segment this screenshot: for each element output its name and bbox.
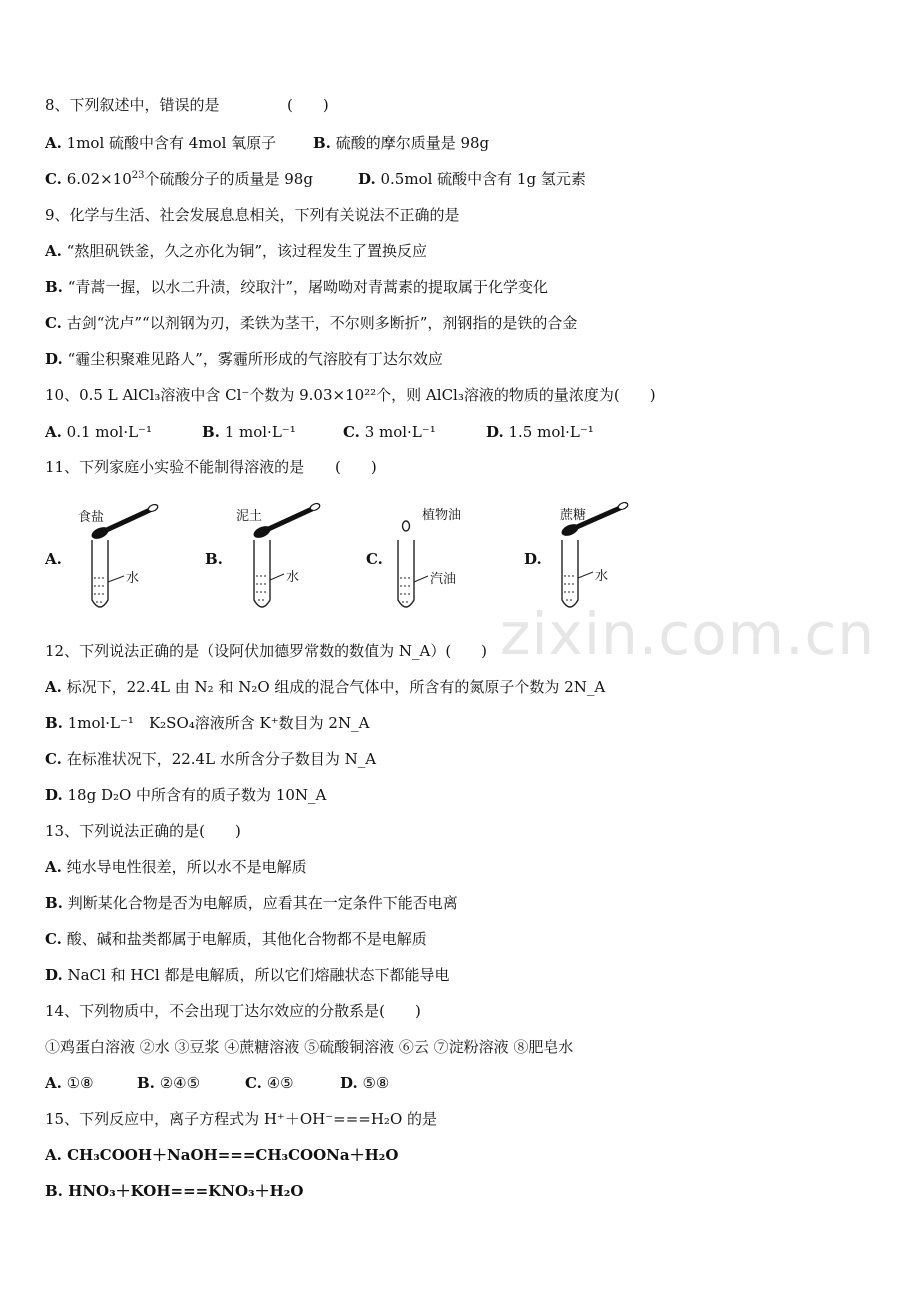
- question-15-option-b: B. HNO₃＋KOH===KNO₃＋H₂O: [45, 1182, 304, 1200]
- question-11-stem: 11、下列家庭小实验不能制得溶液的是 ( ): [45, 458, 377, 476]
- liquid-c: [400, 578, 412, 602]
- question-9-option-b: B. “青蒿一握，以水二升渍，绞取汁”，屠呦呦对青蒿素的提取属于化学变化: [45, 278, 549, 296]
- question-15-stem: 15、下列反应中，离子方程式为 H⁺＋OH⁻===H₂O 的是: [45, 1110, 438, 1128]
- question-14-items: ①鸡蛋白溶液 ②水 ③豆浆 ④蔗糖溶液 ⑤硫酸铜溶液 ⑥云 ⑦淀粉溶液 ⑧肥皂水: [45, 1038, 574, 1056]
- test-tube-d-icon: [562, 540, 578, 607]
- pointer-b: [270, 574, 284, 580]
- question-14-option-a: A. ①⑧: [45, 1074, 94, 1092]
- solvent-label-a: 水: [126, 571, 140, 586]
- question-10-option-a: A. 0.1 mol·L⁻¹: [45, 423, 152, 441]
- pointer-d: [578, 572, 593, 578]
- question-8-stem: 8、下列叙述中，错误的是 ( ): [45, 96, 329, 114]
- watermark: zixin.com.cn: [500, 600, 876, 668]
- question-10-option-c: C. 3 mol·L⁻¹: [343, 423, 436, 441]
- test-tube-a-icon: [92, 540, 108, 607]
- figure-label-b: B.: [205, 550, 223, 568]
- solvent-label-b: 水: [286, 570, 300, 585]
- question-14-stem: 14、下列物质中，不会出现丁达尔效应的分散系是( ): [45, 1002, 421, 1020]
- pointer-c: [414, 576, 428, 582]
- question-8-option-a: A. 1mol 硫酸中含有 4mol 氧原子: [45, 134, 277, 152]
- question-12-option-a: A. 标况下，22.4L 由 N₂ 和 N₂O 组成的混合气体中，所含有的氮原子个数为 2N_A: [45, 678, 606, 696]
- pointer-a: [108, 576, 124, 582]
- figure-label-a: A.: [45, 550, 62, 568]
- question-12-option-d: D. 18g D₂O 中所含有的质子数为 10N_A: [45, 786, 327, 804]
- question-8-option-c: C. $6.02\times 10^{23}$个硫酸分子的质量是 98g: [45, 170, 313, 188]
- solute-label-c: 植物油: [422, 508, 462, 523]
- solvent-label-c: 汽油: [430, 572, 457, 587]
- question-10-stem: 10、0.5 L AlCl₃溶液中含 Cl⁻个数为 9.03×10²²个，则 AlCl₃溶液的物质的量浓度为( ): [45, 386, 656, 404]
- liquid-a: [94, 578, 106, 602]
- question-8-option-b: B. 硫酸的摩尔质量是 98g: [313, 134, 490, 152]
- question-12-option-b: B. 1mol·L⁻¹ K₂SO₄溶液所含 K⁺数目为 2N_A: [45, 714, 370, 732]
- question-9-option-a: A. “熬胆矾铁釜，久之亦化为铜”，该过程发生了置换反应: [45, 242, 427, 260]
- question-9-option-d: D. “霾尘积聚难见路人”，雾霾所形成的气溶胶有丁达尔效应: [45, 350, 443, 368]
- test-tube-c-icon: [398, 540, 414, 607]
- question-13-option-b: B. 判断某化合物是否为电解质，应看其在一定条件下能否电离: [45, 894, 458, 912]
- liquid-d: [564, 576, 576, 600]
- question-12-stem: 12、下列说法正确的是（设阿伏加德罗常数的数值为 N_A）( ): [45, 642, 488, 660]
- solute-label-d: 蔗糖: [560, 508, 587, 523]
- question-12-option-c: C. 在标准状况下，22.4L 水所含分子数目为 N_A: [45, 750, 377, 768]
- question-13-stem: 13、下列说法正确的是( ): [45, 822, 241, 840]
- liquid-b: [256, 576, 268, 600]
- question-14-option-c: C. ④⑤: [245, 1074, 294, 1092]
- question-14-option-b: B. ②④⑤: [137, 1074, 201, 1092]
- question-8-option-d: D. 0.5mol 硫酸中含有 1g 氢元素: [358, 170, 586, 188]
- solute-label-b: 泥土: [236, 509, 263, 524]
- question-13-option-c: C. 酸、碱和盐类都属于电解质，其他化合物都不是电解质: [45, 930, 427, 948]
- solute-label-a: 食盐: [78, 510, 105, 525]
- question-13-option-a: A. 纯水导电性很差，所以水不是电解质: [45, 858, 307, 876]
- test-tube-b-icon: [254, 540, 270, 607]
- question-13-option-d: D. NaCl 和 HCl 都是电解质，所以它们熔融状态下都能导电: [45, 966, 450, 984]
- question-9-stem: 9、化学与生活、社会发展息息相关，下列有关说法不正确的是: [45, 206, 460, 224]
- question-15-option-a: A. CH₃COOH＋NaOH===CH₃COONa＋H₂O: [45, 1146, 399, 1164]
- figure-label-c: C.: [366, 550, 383, 568]
- question-10-option-d: D. 1.5 mol·L⁻¹: [486, 423, 594, 441]
- question-9-option-c: C. 古剑“沈卢”“以剂钢为刃，柔铁为茎干，不尔则多断折”，剂钢指的是铁的合金: [45, 314, 578, 332]
- question-10-option-b: B. 1 mol·L⁻¹: [202, 423, 296, 441]
- solvent-label-d: 水: [595, 569, 609, 584]
- figure-label-d: D.: [524, 550, 542, 568]
- oil-drop-icon: [403, 521, 410, 531]
- question-14-option-d: D. ⑤⑧: [340, 1074, 390, 1092]
